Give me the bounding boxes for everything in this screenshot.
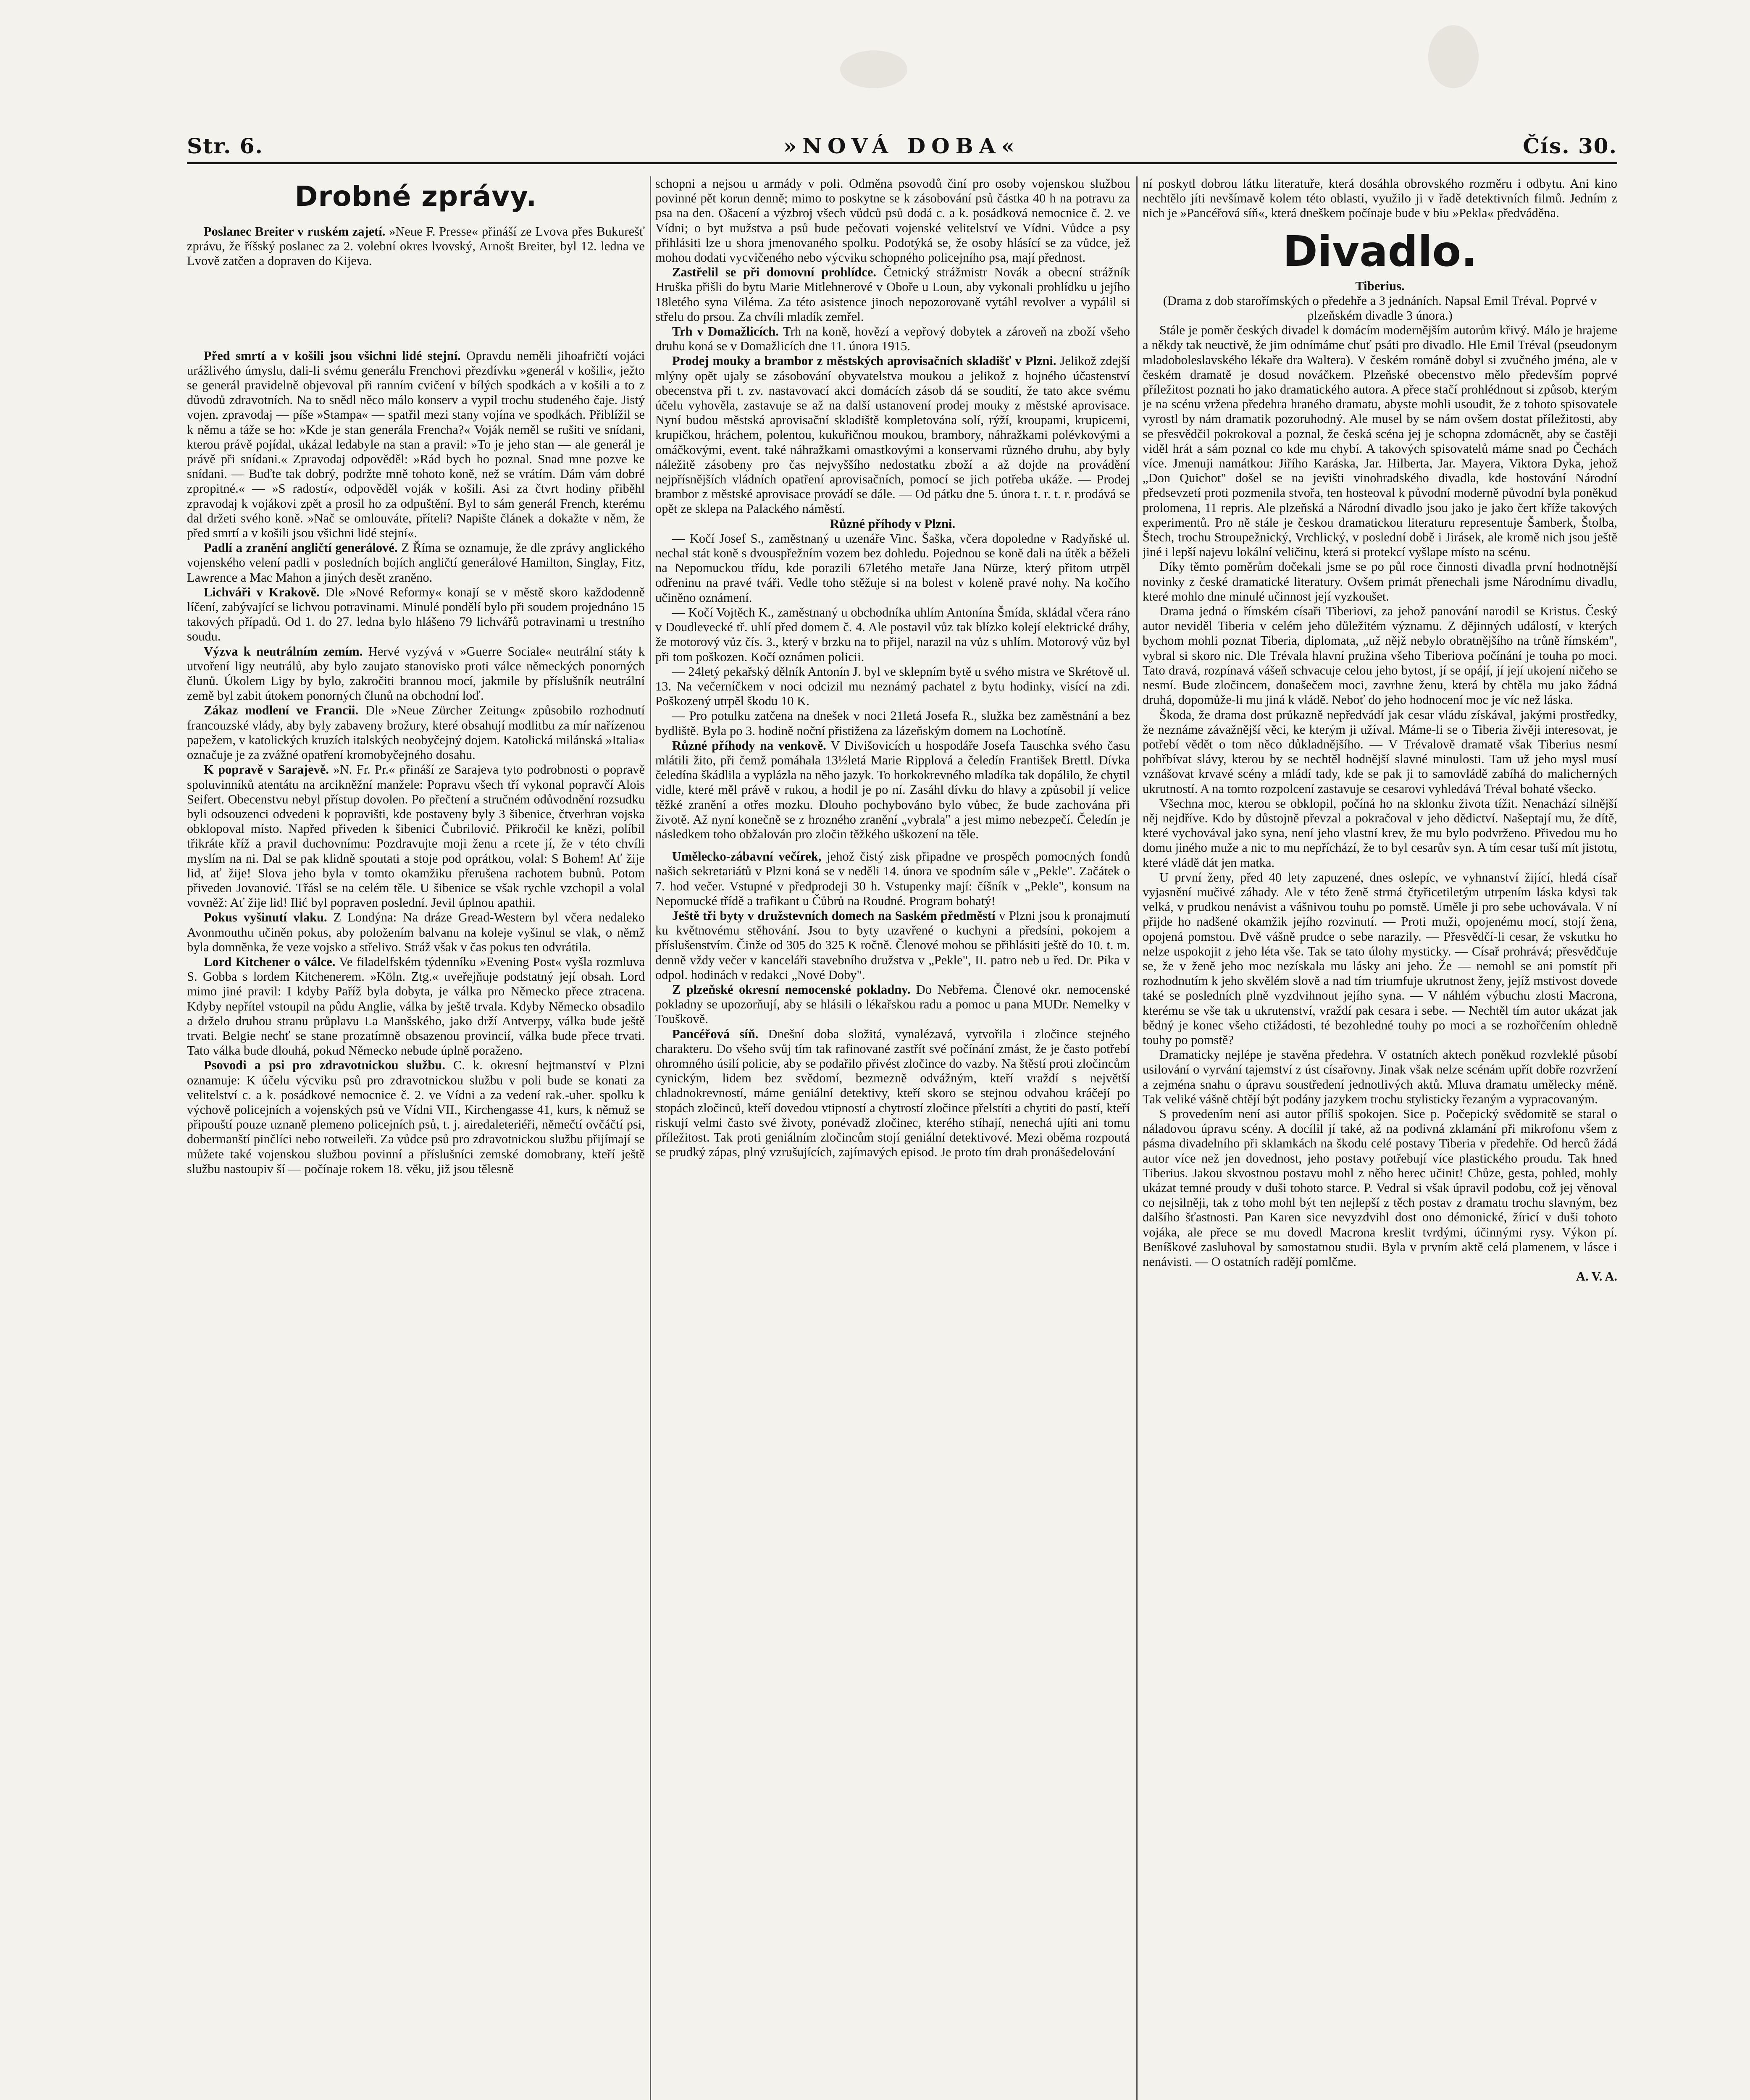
- article: [655, 849, 1130, 908]
- article-title: Pokus vyšinutí vlaku.: [204, 910, 327, 925]
- article-body: Četnický strážmistr Novák a obecní strážník Hruška přišli do bytu Marie Mitlehnerové v Oboře u Loun, aby vykonali prohlídku u jejího 18letého syna Viléma. Za této asistence jinoch nepozorovaně vytáhl revolver a vypálil si střelu do prsou. Za chvíli mladík zemřel.: [655, 265, 1130, 324]
- article: [187, 703, 645, 762]
- paper-stain: [1428, 25, 1479, 88]
- article-title: Ještě tři byty v družstevních domech na Saském předměstí: [672, 908, 996, 923]
- issue-number: Čís. 30.: [1523, 134, 1617, 158]
- review-paragraph: Díky těmto poměrům dočekali jsme se po půl roce činnosti divadla první hodnotnější novinky z české dramatické literatury. Ovšem primát přenechali jsme Národnímu divadlu, které mohlo dne minulé učinnost její vyzkoušet.: [1143, 559, 1617, 604]
- article-body: Hervé vyzývá v »Guerre Sociale« neutrální státy k utvoření ligy neutrálů, aby bylo zaujato stanovisko proti válce německých ponorných člunů. Úkolem Ligy by bylo, zakročiti brannou mocí, jakmile by příslušník neutrální země byl zabit útokem ponorných člunů na obchodní loď.: [187, 644, 645, 703]
- review-subtitle: (Drama z dob starořímských o předehře a 3 jednáních. Napsal Emil Tréval. Poprvé v plzeňském divadle 3 února.): [1163, 293, 1597, 323]
- article-title: K popravě v Sarajevě.: [204, 762, 329, 777]
- page-number: Str. 6.: [187, 134, 263, 158]
- review-paragraph: Všechna moc, kterou se obklopil, počíná ho na sklonku života tížit. Nenachází silnější něj nejdříve. Kdo by důstojně převzal a pokračoval v jeho dědictví. Našeptají mu, že dítě, které vychovával jako syna, není jeho vlastní krev, že mu bylo podvrženo. Přivedou mu ho domu jiného muže a nic to mu nepříchází, že to byl cesarův syn. A tím cesar tuší mít jistotu, které vládě dát jen matka.: [1143, 796, 1617, 870]
- article: [187, 541, 645, 585]
- article-body: v Plzni jsou k pronajmutí ku květnovému stěhování. Jsou to byty uzavřené o kuchyni a předsíni, pokojem a příslušenstvím. Činže od 305 do 325 K ročně. Členové mohou se přihlásiti ještě do 10. t. m. denně vždy večer v kanceláři stavebního družstva v „Pekle", II. patro neb u řed. Dr. Pika v odpol. hodinách v redakci „Nové Doby".: [655, 908, 1130, 982]
- article-title: Prodej mouky a brambor z městských aprovisačních skladišť v Plzni.: [672, 354, 1056, 368]
- article: [187, 1058, 645, 1176]
- article-title: Různé příhody na venkově.: [672, 738, 826, 753]
- article: [655, 908, 1130, 982]
- spacer: [655, 842, 1130, 849]
- article-title: Výzva k neutrálním zemím.: [204, 644, 363, 659]
- article-body: Dle »Nové Reformy« konají se v městě skoro každodenně líčení, zabývající se lichvou potravinami. Minulé pondělí bylo při soudem projednáno 15 takových případů. Od 1. do 27. ledna bylo hlášeno 79 lichvářů potravinami u trestního soudu.: [187, 585, 645, 644]
- article-body: Dnešní doba složitá, vynalézavá, vytvořila i zločince stejného charakteru. Do všeho svůj tím tak rafinované zastřít své počínání zmást, že je často potřebí ohromného úsilí policie, aby se podařilo přivést zločince do vazby. Na štěstí proti zločincům cynickým, lidem bez svědomí, bezmezně odvážným, kteří vraždí s největší chladnokrevností, máme geniální detektivy, kteří skoro se stejnou odvahou kráčejí po stopách zločinců, kteří dovedou vtipností a chytrostí zločince přelstíti a chytiti do pastí, kteří riskují velmi často své životy, ponévadž zločinec, kterého stíhají, nenechá ujíti ani tomu příležitost. Tak proti geniálním zločincům stojí geniální detektivové. Mezi oběma rozpoutá se prudký zápas, plný vzrušujících, zajímavých episod. Je proto tím drah pronášedelování: [655, 1026, 1130, 1160]
- article-body: Jelikož zdejší mlýny opět ujaly se zásobování obyvatelstva moukou a jelikož z hojného účastenství obecenstva při t. zv. nastavovací akci domácích zásob dá se soudití, že tato akce svému účelu vyhověla, zastavuje se až na další ustanovení prodej mouky z městské aprovisace. Nyní budou městská aprovisační skladiště kompletována solí, rýží, kroupami, krupicemi, krupičkou, hráchem, polentou, kukuřičnou moukou, brambory, náhražkami polévkovými a omáčkovými, event. také náhražkami omastkovými a konservami různého druhu, aby byly náležitě zásobeny pro čas nejvyššího nedostatku zboží a až dojde na provádění nejpřísnějších vládních opatření aprovisačních, pomocí se jich potřeba ukáže. — Prodej brambor z městské aprovisace provádí se dále. — Od pátku dne 5. února t. r. t. r. prodává se opět ze sklepa na Palackého náměstí.: [655, 354, 1130, 516]
- article-body: Opravdu neměli jihoafričtí vojáci urážlivého úmyslu, dali-li svému generálu Frenchovi přezdívku »generál v košili«, ježto se generál pravidelně objevoval při ranním cvičení v bílých spodkách a v košili a to z důvodů zdravotních. Na to snědl něco málo konserv a vypil trochu studeného čaje. Jistý vojen. zpravodaj — píše »Stampa« — spatřil mezi stany vojína ve spodkách. Přiblížil se k němu a táže se ho: »Kde je stan generála Frencha?« Voják neměl se rušiti ve snídani, kterou právě pojídal, ukázal ledabyle na stan a pravil: »To je jeho stan — ale generál je právě při snídani.« Zpravodaj odpověděl: »Rád bych ho poznal. Snad mne pozve ke snídani. — Buďte tak dobrý, podržte mně tohoto koně, než se vrátím. Dám vám dobré zpropitné.« — »S radostí«, odpověděl voják v košili. Asi za čtvrt hodiny přiběhl zpravodaj k vojákovi zpět a prosil ho za odpuštění. Byl to sám generál French, kterému dal držeti svého koně. »Nač se omlouváte, příteli? Napište článek a dokažte v něm, že před smrtí a v košili jsou všichni lidé stejní«.: [187, 348, 645, 541]
- masthead-title: »NOVÁ DOBA«: [783, 134, 1020, 158]
- article-body: Trh na koně, hovězí a vepřový dobytek a zároveň na zboží všeho druhu koná se v Domažlicích dne 11. února 1915.: [655, 324, 1130, 354]
- article-continuation: schopni a nejsou u armády v poli. Odměna psovodů činí pro osoby vojenskou službou povinné pět korun denně; mimo to poskytne se k zásobování psů částka 40 h na potravu za psa na den. Ošacení a výzbroj všech vůdců psů dodá c. a k. posádková nemocnice č. 2. ve Vídni; o byt mužstva a psů bude pečovati vojenské velitelství ve Vídni. Vůdce a psy přihlásiti lze u shora jmenovaného spolku. Podotýká se, že osoby hlásící se za vůdce, jež mohou dodati vycvičeného nebo výcviku schopného policejního psa, mají přednost.: [655, 176, 1130, 265]
- review-title: Tiberius.: [1355, 278, 1405, 293]
- author-signature: A. V. A.: [1576, 1269, 1617, 1284]
- article-title: Umělecko-zábavní večírek,: [672, 849, 822, 864]
- article-continuation: ní poskytl dobrou látku literatuře, která dosáhla obrovského rozměru i odbytu. Ani kino nechtělo jíti nevšímavě kolem této oblasti, využilo ji v řadě detektivních filmů. Jedním z nich je »Pancéřová síň«, která dneškem počínaje bude v biu »Pekla« předváděna.: [1143, 176, 1617, 220]
- article-body: Ve filadelfském týdenníku »Evening Post« vyšla rozmluva S. Gobba s lordem Kitchenerem. »Köln. Ztg.« uveřejňuje podstatný její obsah. Lord mimo jiné pravil: I kdyby Paříž byla dobyta, je válka pro Německo přece ztracena. Kdyby nepřítel vstoupil na půdu Anglie, válka by ještě trvala. Kdyby Německo obsadilo a drželo druhou stranu průplavu La Manšského, jako drží Antverpy, válka bude ještě trvati. Belgie nechť se stane prozatímně obsazenou provincií, válka bude přece trvati. Tato válka bude dlouhá, pokud Německo nebude úplně poraženo.: [187, 954, 645, 1058]
- column-1: [187, 176, 645, 2100]
- article: [655, 354, 1130, 516]
- header-rule: [187, 162, 1617, 164]
- review-paragraph: S provedením není asi autor příliš spokojen. Sice p. Počepický svědomitě se staral o náladovou úpravu scény. A docílil jí také, až na podivná zklamání při mikrofonu všem z pásma divadelního při sklamkách na škodu celé postavy Tiberia v předehře. Od herců žádá autor více než jen dovednost, jeho postavy potřebují více plastického proudu. Tak hned Tiberius. Jakou skvostnou postavu mohl z něho herec učinit! Chůze, gesta, pohled, mohly ukázat temné proudy v duši tohoto starce. P. Vedral si však úpravil podobu, což jej věnoval co nejsilněji, tak z toho mohl být ten nejlepší z těch postav z dramatu trochu slavným, bez dalšího šťastnosti. Pan Karen sice nevyzdvihl dost ono démonické, žíricí v duši tohoto vojáka, ale přece se mu dovedl Macrona kreslit tvrdými, účinnými rysy. Výkon pí. Beníškové zasluhoval by samostatnou studii. Byla v prvním aktě celá plamenem, v lásce i nenávisti. — O ostatních radějí pomlčme.: [1143, 1106, 1617, 1269]
- article-body: »Neue F. Presse« přináší ze Lvova přes Bukurešť zprávu, že říšský poslanec za 2. volební okres lvovský, Arnošt Breiter, byl 12. ledna ve Lvově zatčen a dopraven do Kijeva.: [187, 224, 645, 268]
- article-title: Lord Kitchener o válce.: [204, 954, 336, 969]
- article-title: Pancéřová síň.: [672, 1026, 759, 1041]
- article: [187, 224, 645, 269]
- article-title: Psovodi a psi pro zdravotnickou službu.: [204, 1058, 445, 1073]
- article: [655, 982, 1130, 1027]
- article-title: Z plzeňské okresní nemocenské pokladny.: [672, 982, 911, 997]
- article-title: Lichváři v Krakově.: [204, 585, 320, 599]
- article: — Pro potulku zatčena na dnešek v noci 21letá Josefa R., služka bez zaměstnání a bez bydliště. Byla po 3. hodině noční přistižena za lázeňským domem na Lochotíně.: [655, 709, 1130, 738]
- article: — Kočí Josef S., zaměstnaný u uzenáře Vinc. Šaška, včera dopoledne v Radyňské ul. nechal stát koně s dvouspřežním vozem bez dohledu. Pojednou se koně dali na útěk a běželi na Nepomuckou třídu, kde porazili 67letého metaře Jana Nürze, který přitom utrpěl odřeninu na pravé tváři. Vedle toho stěžuje si na bolest v koleně pravé nohy. Na kočího učiněno oznámení.: [655, 531, 1130, 605]
- review-paragraph: U první ženy, před 40 lety zapuzené, dnes oslepíc, ve vyhnanství žijící, hledá císař vyjasnění mučivé záhady. Ale v této ženě strmá čtyřicetiletým utrpením láska kdysi tak velká, v prudkou nenávist a vášnivou touhu po pomstě. Uměle ji pro sebe uchovávala. V ní přijde ho nadšené okamžik jejího rozvinutí. — Proti muži, opojenému mocí, stojí žena, opojená pomstou. Dvě vášně prudce o sebe narazily. — Přesvědčí-li cesar, že vskutku ho nelze uspokojit z jeho léta vše. Tak se tato úlohy mysticky. — Císař prohrává; přesvědčuje se, že v ženě jeho moc nezískala mu lásky ani jeho. Že — nemohl se ani pomstít při rozhodnutím k jeho skvělém slově a nad tím triumfuje ukrutnost ženy, jejíž mstivost dovede také se posledních plně vyzdvihnout jejího syna. — V náhlém výbuchu zlosti Macrona, kterému se vše tak u ukrutenství, vraždí pak cesara i sebe. — Nechtěl tím autor ukázat jak bědný je konec všeho ctižádosti, té bezohledné touhy po moci a se rozhořčením ohledně touhy po pomstě?: [1143, 870, 1617, 1047]
- article-title: Zastřelil se při domovní prohlídce.: [672, 265, 877, 280]
- article-title: Trh v Domažlicích.: [672, 324, 779, 339]
- article-body: V Divišovicích u hospodáře Josefa Tauschka svého času mlátili žito, při čemž pomáhala 13½letá Marie Ripplová a čeledín František Brettl. Dívka čeledína škádlila a vyplázla na něho jazyk. To horkokrevného mladíka tak dopálilo, že chytil vidle, které měl právě v rukou, a hodil je po ní. Zasáhl dívku do hlavy a způsobil jí velice těžké zranění a otřes mozku. Dlouho pochybováno bylo vůbec, že bude zachována při životě. Až nyní konečně se z hrozného zranění „vybrala" a jest mimo nebezpečí. Čeledín je následkem toho obžalován pro zločin těžkého uškození na těle.: [655, 738, 1130, 841]
- spacer: [187, 269, 645, 349]
- column-divider: [1136, 176, 1138, 2100]
- column-3: [1143, 176, 1617, 2100]
- article-body: Z Londýna: Na dráze Gread-Western byl včera nedaleko Avonmouthu učiněn pokus, aby položením balvanu na koleje vyšinul se vlak, o němž byla domněnka, že veze vojsko a střelivo. Stráž však v čas pokus ten odvrátila.: [187, 910, 645, 954]
- article-title: Poslanec Breiter v ruském zajetí.: [204, 224, 386, 239]
- column-divider: [650, 176, 651, 2100]
- article: [187, 644, 645, 704]
- article-title: Padlí a zranění angličtí generálové.: [204, 541, 398, 555]
- article: [187, 762, 645, 910]
- section-heading: Divadlo.: [1282, 226, 1477, 276]
- article: [655, 1027, 1130, 1160]
- review-paragraph: Drama jedná o římském císaři Tiberiovi, za jehož panování narodil se Kristus. Český autor neviděl Tiberia v celém jeho důležitém významu. Z dějinných událostí, v kterých bychom mohli poznat Tiberia, diplomata, „už nějž nebylo obratnějšího na trůně římském", vybral si skoro nic. Dle Trévala hlavní pružina všeho Tiberiova počínání je touha po moci. Tato dravá, rozpínavá vášeň schvacuje celou jeho bytost, jí se opájí, jí její ukojení ničeho se nesmí. Bude zločincem, donašečem moci, zavrhne ženu, která by chtěla mu jako žádná druhá, dopomůže-li mu jiná k vládě. Neboť do jeho hodnocení moc je víc než láska.: [1143, 604, 1617, 707]
- page-header: [187, 134, 1617, 159]
- article: [655, 324, 1130, 354]
- article: [187, 585, 645, 644]
- column-2: [655, 176, 1130, 2100]
- review-paragraph: Stále je poměr českých divadel k domácím modernějším autorům křivý. Málo je hrajeme a někdy tak neuctivě, že jim odnímáme chuť psáti pro divadlo. Hle Emil Tréval (pseudonym mladoboleslavského lékaře dra Waltera). V českém románě dobyl si zvučného jména, ale v českém dramatě je dosud nováčkem. Plzeňské obecenstvo mělo především poprvé příležitost poznati ho jako dramatického autora. A přece stačí prohlédnout si způsob, kterým je na scénu vržena předehra hraného dramatu, abyste mohli usoudit, že z tohoto spisovatele vyrostl by nám dramatik pozoruhodný. Ale musel by se nám ovšem dostat příležitosti, aby se přesvědčil pokrokoval a poznal, že česká scéna jej je schopna zdomácnět, aby se častěji viděl hrát a sám poznal co kde mu chybí. A takových spisovatelů máme snad po Čechách více. Jmenuji namátkou: Jiřího Karáska, Jar. Hilberta, Jar. Mayera, Viktora Dyka, jehož „Don Quichot" došel se na jevišti vinohradského divadla, kde hostování Národní předsevzetí proti pozmenila stvořa, ten hosteoval k původní moderně původní byla poněkud prolomena, 11 repris. Ale plzeňská a Národní divadlo jsou jako je jako čert kříže takových experimentů. Pro ně stále je českou dramatickou literaturu representuje Šamberk, Štolba, Štech, trochu Stroupežnický, Vrchlický, v poslední době i Jirásek, ale kromě nich jsou ještě jiné i lepší najevu lokální veličinu, která si protekcí vyšlape místo na scénu.: [1143, 323, 1617, 559]
- article-title: Zákaz modlení ve Francii.: [204, 703, 359, 718]
- paper-stain: [840, 50, 907, 88]
- review-paragraph: Dramaticky nejlépe je stavěna předehra. V ostatních aktech poněkud rozvleklé působí usilování o vyrvání tajemství z úst císařovny. Jinak však nelze scénám upřít dobře rozvržení a zejména snahu o úpravu soustředení jednotlivých aktů. Mluva dramatu umělecky méně. Tak veliké vášně chtějí být podány jazykem trochu stylisticky řezaným a vypracovaným.: [1143, 1047, 1617, 1106]
- review-paragraph: Škoda, že drama dost průkazně nepředvádí jak cesar vládu získával, jakými prostředky, že neznáme závažnější věci, ke kterým ji užíval. Máme-li se o Tiberia živěji interesovat, je potřebí vědět o tom něco důkladnějšího. — V Trévalově dramatě však Tiberius nesmí pohřbívat slávy, kterou by se nechtěl hodnější slavné minulosti. Tam už jeho mysl musí vznášovat krvavé scény a mládí tady, kde se pak ji to samovládě zabíhá do malicherných ukrutností. A na tomto rozpolcení zastavuje se cesarovi vyhledává Tréval bohaté všecko.: [1143, 707, 1617, 796]
- article-title: Před smrtí a v košili jsou všichni lidé stejní.: [204, 348, 461, 363]
- subsection-heading: Různé příhody v Plzni.: [830, 516, 956, 531]
- article: [655, 738, 1130, 842]
- article-body: Do Nebřema. Členové okr. nemocenské pokladny se upozorňují, aby se hlásili o lékařskou radu a pomoc u pana MUDr. Nemelky v Touškově.: [655, 982, 1130, 1026]
- article-body: »N. Fr. Pr.« přináší ze Sarajeva tyto podrobnosti o popravě spoluvinníků atentátu na arcikněžní manžele: Popravu všech tří vykonal popravčí Alois Seifert. Obecenstvu nebyl přístup dovolen. Po přečtení a stručném odůvodnění rozsudku byli odsouzenci odvedeni k popravišti, kde postaveny byly 3 šibenice, čtverhran vojska obklopoval místo. Napřed přiveden k šibenici Čubrilović. Přikročil ke knězi, políbil třikráte kříž a pravil duchovnímu: Pozdravujte moji ženu a rcete jí, že v této chvíli myslím na ni. Dal se pak klidně spoutati a stoje pod oprátkou, volal: S Bohem! Ať žije lid, ať žije! Slova jeho byla v tomto okamžiku přerušena rachotem bubnů. Potom přiveden Jovanović. Třásl se na celém těle. U šibenice se však rychle vzchopil a volal vovněž: Ať žije lid! Ilić byl popraven poslední. Jevil úplnou apathii.: [187, 762, 645, 910]
- article: — Kočí Vojtěch K., zaměstnaný u obchodníka uhlím Antonína Šmída, skládal včera ráno v Doudlevecké tř. uhlí před domem č. 4. Ale postavil vůz tak blízko kolejí elektrické dráhy, že motorový vůz čís. 3., který v brzku na to přijel, narazil na vůz s uhlím. Motorový vůz byl při tom poškozen. Kočí oznámen policii.: [655, 605, 1130, 664]
- article: [187, 349, 645, 541]
- article: — 24letý pekařský dělník Antonín J. byl ve sklepním bytě u svého mistra ve Skrétově ul. 13. Na večerníčkem v noci odcizil mu neznámý pachatel z bytu hodinky, visící na zdi. Poškozený utrpěl škodu 10 K.: [655, 664, 1130, 709]
- article: [187, 955, 645, 1058]
- article-body: jehož čistý zisk připadne ve prospěch pomocných fondů našich sekretariátů v Plzni koná se v neděli 14. února ve spodním sále v „Pekle". Začátek o 7. hod večer. Vstupné v předprodeji 30 h. Vstupenky mají: číšník v „Pekle", konsum na Nepomucké třídě a trafikant u Čůbrů na Roudné. Program bohatý!: [655, 849, 1130, 908]
- article-body: Z Říma se oznamuje, že dle zprávy anglického vojenského velení padli v posledních bojích angličtí generálové Hamilton, Singlay, Fitz, Lawrence a Mac Mahon a jiných desět zraněno.: [187, 541, 645, 585]
- article: [187, 910, 645, 955]
- article: [655, 265, 1130, 324]
- article-body: C. k. okresní hejtmanství v Plzni oznamuje: K účelu výcviku psů pro zdravotnickou službu v poli bude se konati za velitelství c. a k. posádkové nemocnice č. 2. ve Vídni a za vedení rak.-uher. spolku k výchově policejních a vojenských psů ve Vídni VII., Kirchengasse 41, kurs, k němuž se připouští pouze uznaně plemeno policejních psů, t. j. airedaleteriéři, němečtí ovčáčtí psi, dobermanští pinčlíci nebo rotweileři. Za vůdce psů pro zdravotnickou službu přijímají se můžete také vojenskou službou povinní a příslušníci zemské domobrany, kteří ještě službu nastoupiv ší — počínaje rokem 18. věku, již jsou tělesně: [187, 1058, 645, 1176]
- article-body: Dle »Neue Zürcher Zeitung« způsobilo rozhodnutí francouzské vlády, aby byly zabaveny brožury, které obsahují modlitbu za mír nařízenou papežem, v katolických kruzích italských neobyčejný dojem. Katolická milánská »Italia« označuje je za zvážné opatření kromobyčejného dosahu.: [187, 703, 645, 762]
- section-heading: Drobné zprávy.: [294, 180, 537, 213]
